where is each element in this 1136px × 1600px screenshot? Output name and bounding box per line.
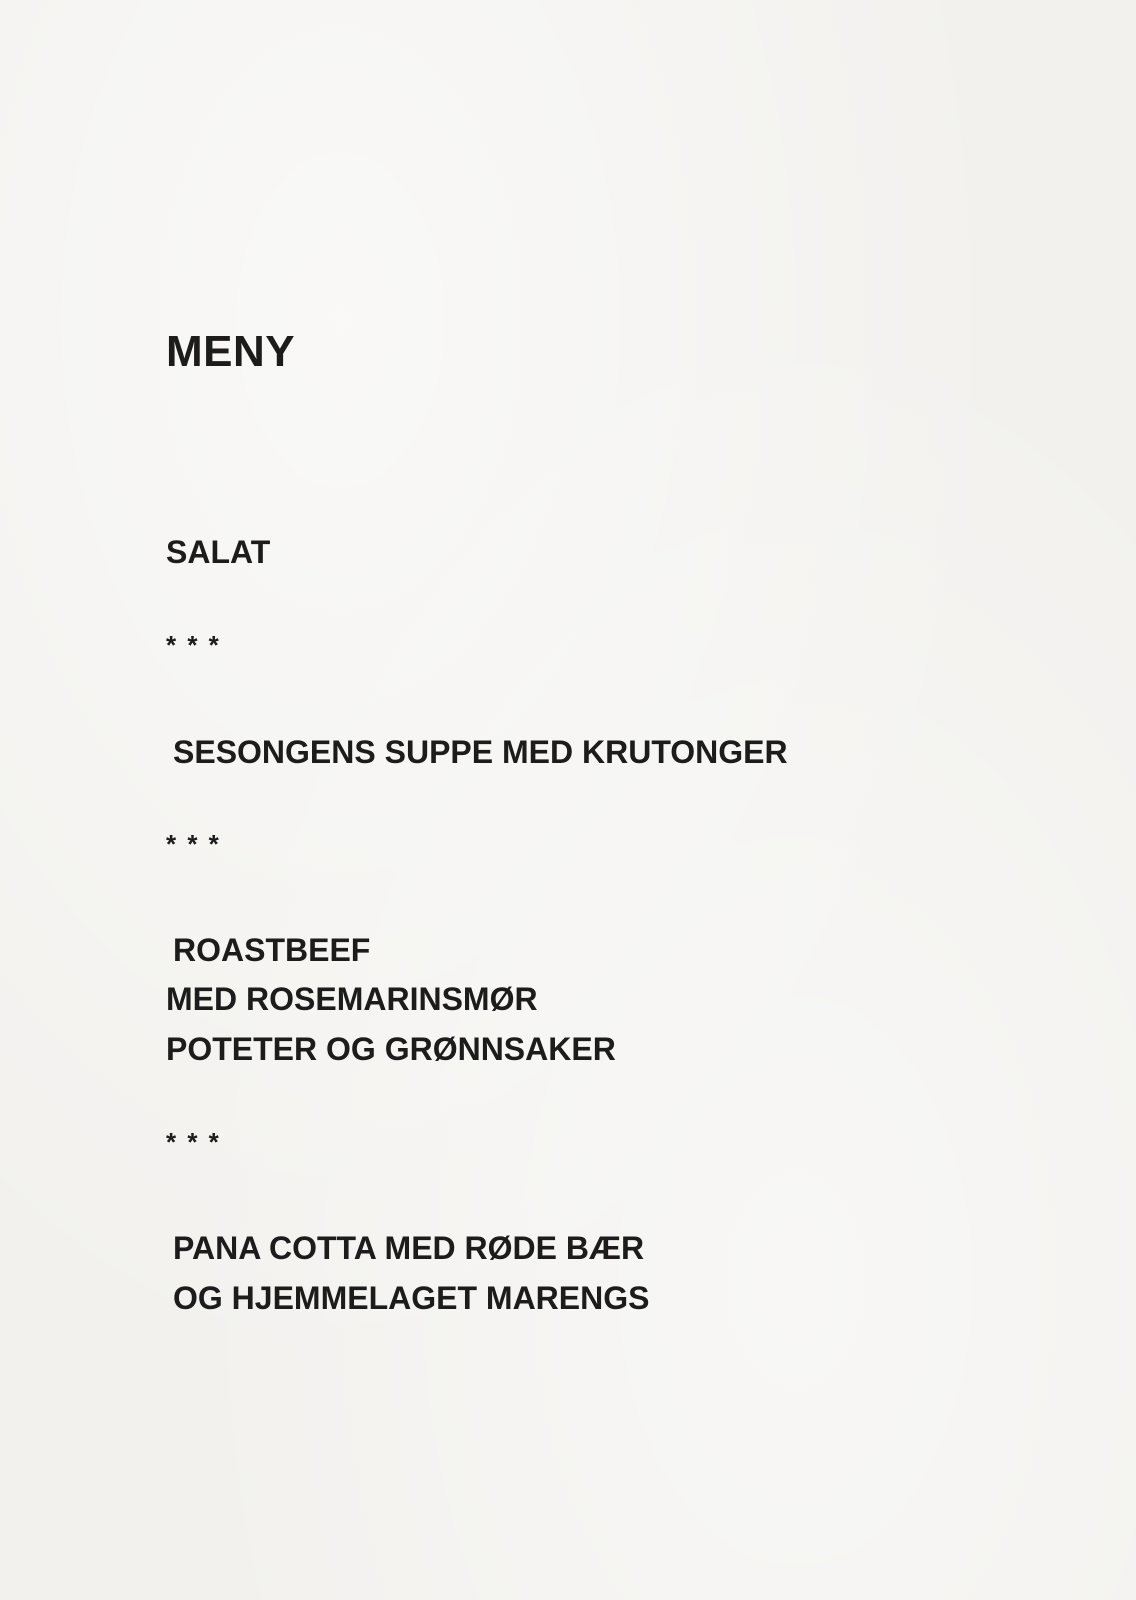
course-salad: SALAT <box>166 534 271 570</box>
menu-title: MENY <box>166 327 296 376</box>
course-dessert-line-1: PANA COTTA MED RØDE BÆR <box>173 1230 645 1266</box>
separator: * * * <box>166 1127 221 1157</box>
course-soup: SESONGENS SUPPE MED KRUTONGER <box>173 734 788 770</box>
course-main-line-3: POTETER OG GRØNNSAKER <box>166 1031 616 1067</box>
separator: * * * <box>166 630 221 660</box>
separator: * * * <box>166 829 221 859</box>
course-main-line-2: MED ROSEMARINSMØR <box>166 981 538 1017</box>
course-main-line-1: ROASTBEEF <box>173 932 371 968</box>
course-dessert-line-2: OG HJEMMELAGET MARENGS <box>173 1280 650 1316</box>
